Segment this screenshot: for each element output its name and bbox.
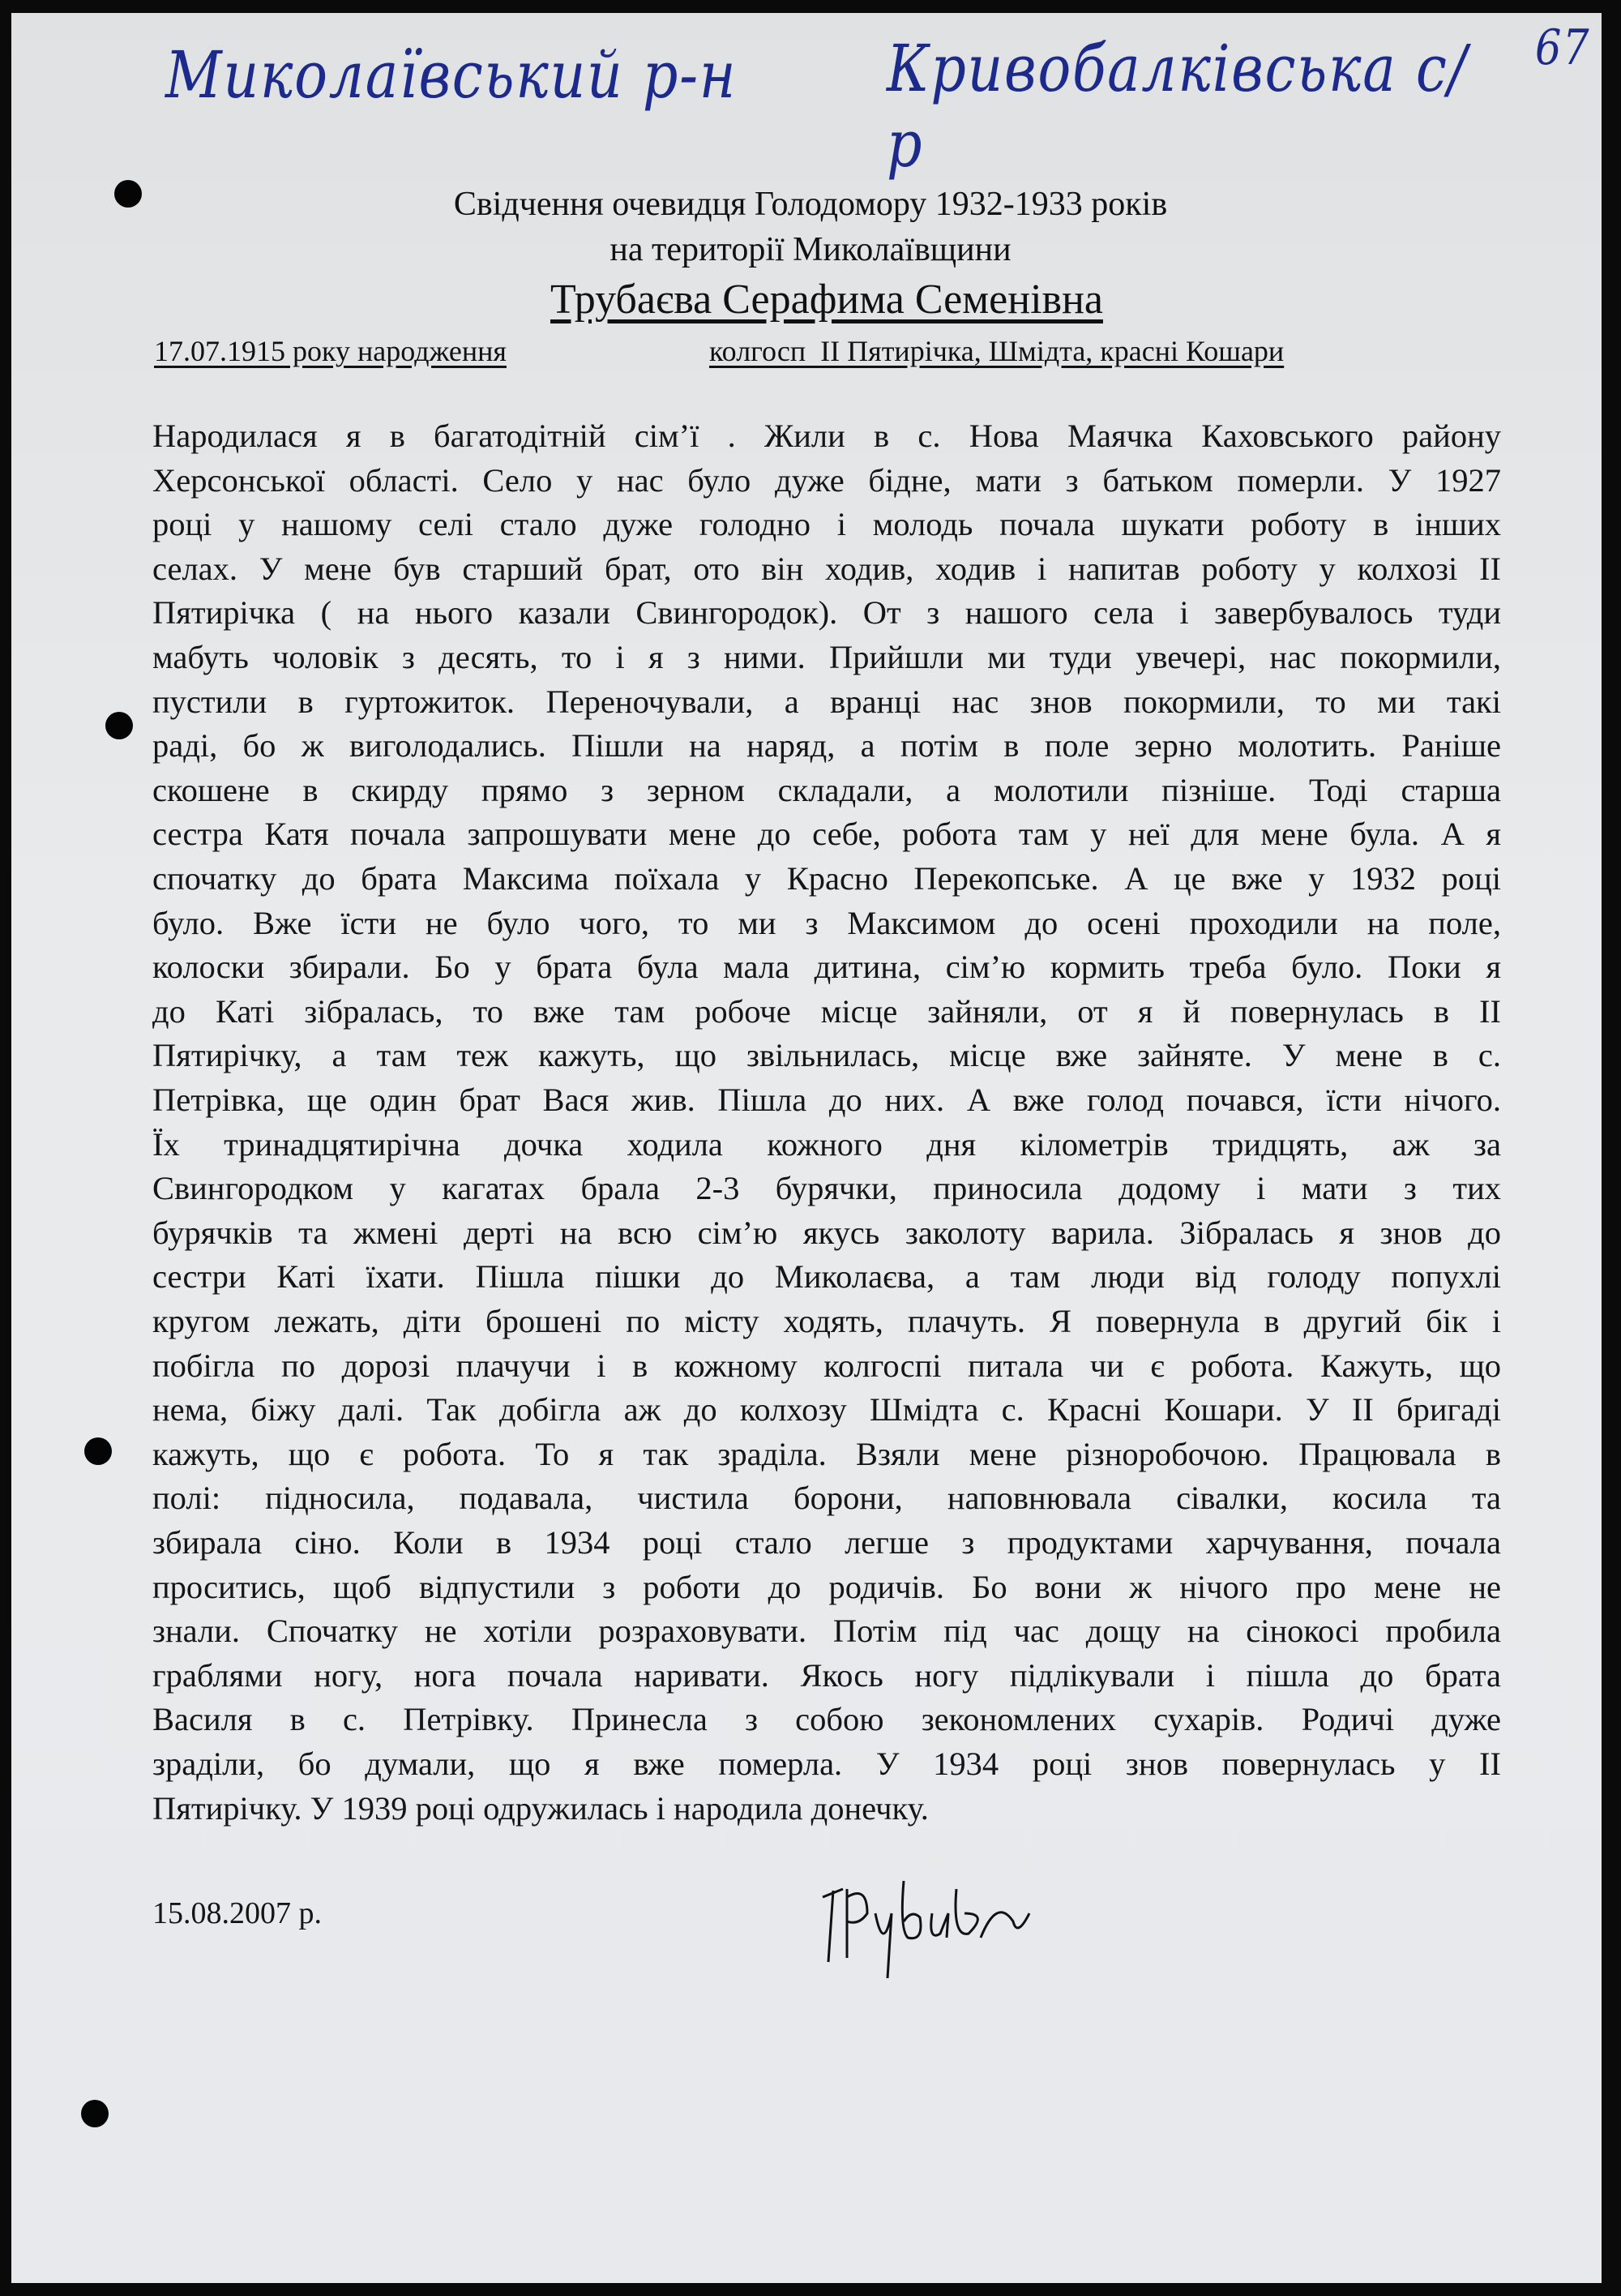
- testimony-line: Пятирічка ( на нього казали Свингородок). От з нашого села і завербувалось туди: [152, 594, 1501, 632]
- testimony-line: Василя в с. Петрівку. Принесла з собою зекономлених сухарів. Родичі дуже: [152, 1701, 1501, 1738]
- handwritten-council: Кривобалківська с/р: [887, 31, 1469, 182]
- testimony-line: Петрівка, ще один брат Вася жив. Пішла до них. А вже голод почався, їсти нічого.: [152, 1082, 1501, 1118]
- handwritten-district: Миколаївський р-н: [165, 37, 738, 113]
- testimony-line: кажуть, що є робота. То я так зраділа. Взяли мене різноробочою. Працювала в: [152, 1435, 1501, 1472]
- document-date: 15.08.2007 р.: [152, 1896, 322, 1930]
- document-title: Свідчення очевидця Голодомору 1932-1933 років: [453, 186, 1168, 223]
- testimony-line: граблями ногу, нога почала наривати. Якось ногу підлікували і пішла до брата: [152, 1656, 1501, 1694]
- testimony-line: мабуть чоловік з десять, то і я з ними. Прийшли ми туди увечері, нас покормили,: [152, 639, 1501, 675]
- testimony-line: було. Вже їсти не було чого, то ми з Максимом до осені проходили на поле,: [152, 904, 1501, 941]
- testimony-line: колоски збирали. Бо у брата була мала дитина, сім’ю кормить треба було. Поки я: [152, 949, 1501, 986]
- testimony-line: сестра Катя почала запрошувати мене до себе, робота там у неї для мене була. А я: [152, 816, 1501, 853]
- testimony-line: Пятирічку, а там теж кажуть, що звільнилась, місце вже зайняте. У мене в с.: [152, 1037, 1501, 1074]
- witness-name: Трубаєва Серафима Семенівна: [550, 276, 1103, 323]
- testimony-line: до Каті зібралась, то вже там робоче місце зайняли, от я й повернулась в ІІ: [152, 992, 1501, 1030]
- testimony-line: спочатку до брата Максима поїхала у Красно Перекопське. А це вже у 1932 році: [152, 860, 1501, 897]
- testimony-line: році у нашому селі стало дуже голодно і молодь почала шукати роботу в інших: [152, 506, 1501, 543]
- testimony-line: пустили в гуртожиток. Переночували, а вранці нас знов покормили, то ми такі: [152, 683, 1501, 720]
- testimony-line: полі: підносила, подавала, чистила борони, наповнювала сівалки, косила та: [152, 1480, 1501, 1517]
- testimony-line: збирала сіно. Коли в 1934 році стало легше з продуктами харчування, почала: [152, 1524, 1501, 1561]
- punch-hole: [105, 712, 133, 739]
- testimony-line: скошене в скирду прямо з зерном складали, а молотили пізніше. Тоді старша: [152, 771, 1501, 808]
- testimony-line: проситись, щоб відпустили з роботи до родичів. Бо вони ж нічого про мене не: [152, 1568, 1501, 1605]
- testimony-line: бурячків та жмені дерті на всю сім’ю якусь заколоту варила. Зібралась я знов до: [152, 1214, 1501, 1251]
- testimony-line: кругом лежать, діти брошені по місту ходять, плачуть. Я повернула в другий бік і: [152, 1303, 1501, 1339]
- collective-farms: колгосп ІІ Пятирічка, Шмідта, красні Кошари: [709, 335, 1285, 367]
- testimony-line: нема, біжу далі. Так добігла аж до колхозу Шмідта с. Красні Кошари. У ІІ бригаді: [152, 1391, 1501, 1429]
- testimony-line: селах. У мене був старший брат, ото він ходив, ходив і напитав роботу у колхозі ІІ: [152, 550, 1501, 587]
- testimony-line: сестри Каті їхати. Пішла пішки до Миколаєва, а там люди від голоду попухлі: [152, 1258, 1501, 1296]
- testimony-line: зраділи, бо думали, що я вже померла. У 1934 році знов повернулась у ІІ: [152, 1746, 1501, 1782]
- testimony-line: Херсонської області. Село у нас було дуже бідне, мати з батьком померли. У 1927: [152, 461, 1501, 499]
- punch-hole: [84, 1437, 112, 1465]
- testimony-line: раді, бо ж виголодались. Пішли на наряд, а потім в поле зерно молотить. Раніше: [152, 727, 1501, 765]
- punch-hole: [81, 2100, 109, 2127]
- birth-date: 17.07.1915 року народження: [154, 335, 507, 367]
- document-subtitle: на території Миколаївщини: [609, 231, 1012, 268]
- witness-name-wrap: [16, 276, 1621, 323]
- handwritten-page-number: 67: [1535, 19, 1591, 76]
- signature: [810, 1865, 1070, 1986]
- testimony-line: побігла по дорозі плачучи і в кожному колгоспі питала чи є робота. Кажуть, що: [152, 1347, 1501, 1384]
- testimony-line: знали. Спочатку не хотіли розраховувати. Потім під час дощу на сінокосі пробила: [152, 1613, 1501, 1650]
- testimony-line: Свингородком у кагатах брала 2-3 бурячки, приносила додому і мати з тих: [152, 1170, 1501, 1207]
- testimony-line: Народилася я в багатодітній сім’ї . Жили в с. Нова Маячка Каховського району: [152, 418, 1501, 454]
- testimony-line: Їх тринадцятирічна дочка ходила кожного дня кілометрів тридцять, аж за: [152, 1125, 1501, 1163]
- testimony-line: Пятирічку. У 1939 році одружилась і народила донечку.: [152, 1789, 929, 1827]
